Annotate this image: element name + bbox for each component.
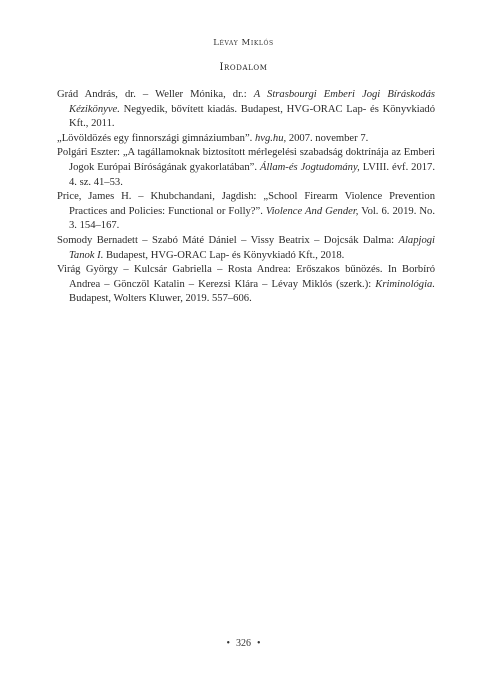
reference-journal-italic: Állam-és Jogtudomány,	[259, 161, 360, 173]
reference-list	[57, 88, 435, 307]
reference-text: Virág György – Kulcsár Gabriella – Rosta Andrea: Erőszakos bűnözés. In Borbíró Andrea – Gönczöl Katalin – Kerezsi Klára – Lévay Miklós (szerk.):	[57, 264, 435, 290]
reference-text: „Lövöldözés egy finnországi gimnáziumban”.	[57, 132, 255, 144]
reference-item	[57, 234, 435, 263]
reference-source-italic: hvg.hu,	[254, 132, 287, 144]
reference-item	[57, 190, 435, 234]
section-title: Irodalom	[219, 62, 268, 73]
reference-text: Vol. 6. 2019. No. 3. 154–167.	[69, 205, 435, 232]
reference-title-italic: Kriminológia.	[375, 278, 435, 290]
reference-text: Grád András, dr. – Weller Mónika, dr.:	[57, 89, 254, 100]
reference-title-italic: Alapjogi Tanok I.	[69, 234, 435, 261]
reference-text: Budapest, HVG-ORAC Lap- és Könyvkiadó Kft., 2018.	[103, 249, 345, 261]
reference-text: Budapest, Wolters Kluwer, 2019. 557–606.	[69, 293, 252, 305]
reference-text: LVIII. évf. 2017. 4. sz. 41–53.	[69, 161, 436, 188]
reference-text: Polgári Eszter: „A tagállamoknak biztosított mérlegelési szabadság doktrínája az Emberi Jogok Európai Bíróságának gyakorlatában”.	[57, 147, 435, 173]
reference-text: Price, James H. – Khubchandani, Jagdish: „School Firearm Violence Prevention Practices and Policies: Functional or Folly?”.	[57, 191, 435, 217]
reference-journal-italic: Violence And Gender,	[265, 205, 359, 217]
reference-item	[57, 88, 435, 132]
footer-bullet-right: •	[257, 638, 261, 649]
reference-text: Somody Bernadett – Szabó Máté Dániel – Vissy Beatrix – Dojcsák Dalma:	[57, 234, 399, 246]
reference-item	[57, 263, 435, 307]
reference-text: 2007. november 7.	[286, 132, 369, 144]
footer-bullet-left: •	[226, 638, 230, 649]
reference-title-italic: A Strasbourgi Emberi Jogi Bíráskodás Kézikönyve.	[69, 89, 435, 115]
reference-item	[57, 146, 435, 190]
page-footer	[0, 638, 487, 649]
reference-text: Negyedik, bővített kiadás. Budapest, HVG-ORAC Lap- és Könyvkiadó Kft., 2011.	[69, 103, 435, 130]
page-number: 326	[236, 638, 251, 649]
reference-item	[57, 132, 435, 147]
running-head: Lévay Miklós	[213, 38, 274, 48]
